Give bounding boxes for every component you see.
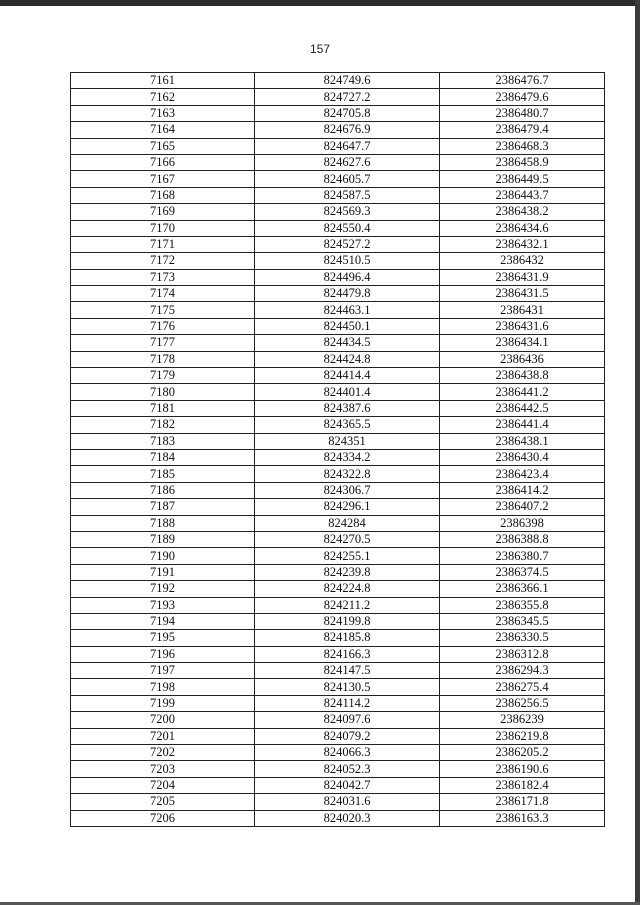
y-coordinate-cell: 2386374.5 <box>440 564 605 580</box>
point-id-cell: 7178 <box>71 351 255 367</box>
coordinates-table <box>70 72 605 827</box>
table-row <box>71 384 605 400</box>
point-id-cell: 7193 <box>71 597 255 613</box>
x-coordinate-cell: 824434.5 <box>255 335 440 351</box>
point-id-cell: 7177 <box>71 335 255 351</box>
x-coordinate-cell: 824322.8 <box>255 466 440 482</box>
x-coordinate-cell: 824306.7 <box>255 482 440 498</box>
table-row <box>71 646 605 662</box>
x-coordinate-cell: 824166.3 <box>255 646 440 662</box>
point-id-cell: 7203 <box>71 761 255 777</box>
table-row <box>71 171 605 187</box>
point-id-cell: 7166 <box>71 154 255 170</box>
table-row <box>71 728 605 744</box>
point-id-cell: 7162 <box>71 89 255 105</box>
table-row <box>71 253 605 269</box>
y-coordinate-cell: 2386438.1 <box>440 433 605 449</box>
x-coordinate-cell: 824496.4 <box>255 269 440 285</box>
x-coordinate-cell: 824130.5 <box>255 679 440 695</box>
y-coordinate-cell: 2386355.8 <box>440 597 605 613</box>
point-id-cell: 7175 <box>71 302 255 318</box>
table-row <box>71 154 605 170</box>
y-coordinate-cell: 2386312.8 <box>440 646 605 662</box>
x-coordinate-cell: 824224.8 <box>255 581 440 597</box>
x-coordinate-cell: 824147.5 <box>255 663 440 679</box>
y-coordinate-cell: 2386430.4 <box>440 449 605 465</box>
y-coordinate-cell: 2386182.4 <box>440 777 605 793</box>
x-coordinate-cell: 824627.6 <box>255 154 440 170</box>
point-id-cell: 7199 <box>71 695 255 711</box>
point-id-cell: 7161 <box>71 73 255 89</box>
x-coordinate-cell: 824647.7 <box>255 138 440 154</box>
x-coordinate-cell: 824079.2 <box>255 728 440 744</box>
point-id-cell: 7201 <box>71 728 255 744</box>
table-row <box>71 351 605 367</box>
point-id-cell: 7187 <box>71 499 255 515</box>
table-body <box>71 73 605 827</box>
point-id-cell: 7196 <box>71 646 255 662</box>
table-row <box>71 630 605 646</box>
table-row <box>71 761 605 777</box>
scan-edge-top <box>0 0 640 6</box>
x-coordinate-cell: 824211.2 <box>255 597 440 613</box>
point-id-cell: 7202 <box>71 745 255 761</box>
x-coordinate-cell: 824031.6 <box>255 794 440 810</box>
table-row <box>71 515 605 531</box>
x-coordinate-cell: 824605.7 <box>255 171 440 187</box>
table-row <box>71 89 605 105</box>
y-coordinate-cell: 2386443.7 <box>440 187 605 203</box>
x-coordinate-cell: 824199.8 <box>255 613 440 629</box>
point-id-cell: 7163 <box>71 105 255 121</box>
table-row <box>71 187 605 203</box>
y-coordinate-cell: 2386431 <box>440 302 605 318</box>
table-row <box>71 777 605 793</box>
x-coordinate-cell: 824587.5 <box>255 187 440 203</box>
y-coordinate-cell: 2386479.4 <box>440 122 605 138</box>
point-id-cell: 7167 <box>71 171 255 187</box>
table-row <box>71 449 605 465</box>
point-id-cell: 7173 <box>71 269 255 285</box>
x-coordinate-cell: 824185.8 <box>255 630 440 646</box>
point-id-cell: 7183 <box>71 433 255 449</box>
x-coordinate-cell: 824569.3 <box>255 204 440 220</box>
y-coordinate-cell: 2386476.7 <box>440 73 605 89</box>
page-number: 157 <box>309 42 331 56</box>
table-row <box>71 745 605 761</box>
table-row <box>71 204 605 220</box>
point-id-cell: 7206 <box>71 810 255 826</box>
point-id-cell: 7189 <box>71 531 255 547</box>
y-coordinate-cell: 2386345.5 <box>440 613 605 629</box>
table-row <box>71 663 605 679</box>
x-coordinate-cell: 824239.8 <box>255 564 440 580</box>
x-coordinate-cell: 824414.4 <box>255 368 440 384</box>
y-coordinate-cell: 2386441.4 <box>440 417 605 433</box>
table-row <box>71 417 605 433</box>
y-coordinate-cell: 2386398 <box>440 515 605 531</box>
x-coordinate-cell: 824387.6 <box>255 400 440 416</box>
y-coordinate-cell: 2386436 <box>440 351 605 367</box>
y-coordinate-cell: 2386431.5 <box>440 286 605 302</box>
table-row <box>71 269 605 285</box>
y-coordinate-cell: 2386431.9 <box>440 269 605 285</box>
table-row <box>71 286 605 302</box>
x-coordinate-cell: 824401.4 <box>255 384 440 400</box>
table-row <box>71 613 605 629</box>
x-coordinate-cell: 824749.6 <box>255 73 440 89</box>
table-row <box>71 368 605 384</box>
y-coordinate-cell: 2386330.5 <box>440 630 605 646</box>
table-row <box>71 236 605 252</box>
table-row <box>71 220 605 236</box>
y-coordinate-cell: 2386219.8 <box>440 728 605 744</box>
point-id-cell: 7204 <box>71 777 255 793</box>
y-coordinate-cell: 2386205.2 <box>440 745 605 761</box>
x-coordinate-cell: 824020.3 <box>255 810 440 826</box>
x-coordinate-cell: 824296.1 <box>255 499 440 515</box>
y-coordinate-cell: 2386438.8 <box>440 368 605 384</box>
point-id-cell: 7188 <box>71 515 255 531</box>
table-row <box>71 302 605 318</box>
point-id-cell: 7197 <box>71 663 255 679</box>
x-coordinate-cell: 824334.2 <box>255 449 440 465</box>
x-coordinate-cell: 824550.4 <box>255 220 440 236</box>
y-coordinate-cell: 2386449.5 <box>440 171 605 187</box>
point-id-cell: 7200 <box>71 712 255 728</box>
point-id-cell: 7174 <box>71 286 255 302</box>
table-row <box>71 105 605 121</box>
y-coordinate-cell: 2386458.9 <box>440 154 605 170</box>
point-id-cell: 7169 <box>71 204 255 220</box>
table-row <box>71 482 605 498</box>
point-id-cell: 7181 <box>71 400 255 416</box>
y-coordinate-cell: 2386468.3 <box>440 138 605 154</box>
point-id-cell: 7194 <box>71 613 255 629</box>
y-coordinate-cell: 2386434.1 <box>440 335 605 351</box>
y-coordinate-cell: 2386479.6 <box>440 89 605 105</box>
point-id-cell: 7168 <box>71 187 255 203</box>
x-coordinate-cell: 824284 <box>255 515 440 531</box>
table-row <box>71 597 605 613</box>
table-row <box>71 548 605 564</box>
point-id-cell: 7176 <box>71 318 255 334</box>
y-coordinate-cell: 2386190.6 <box>440 761 605 777</box>
x-coordinate-cell: 824676.9 <box>255 122 440 138</box>
point-id-cell: 7205 <box>71 794 255 810</box>
table-row <box>71 695 605 711</box>
x-coordinate-cell: 824510.5 <box>255 253 440 269</box>
x-coordinate-cell: 824450.1 <box>255 318 440 334</box>
y-coordinate-cell: 2386432 <box>440 253 605 269</box>
y-coordinate-cell: 2386163.3 <box>440 810 605 826</box>
y-coordinate-cell: 2386239 <box>440 712 605 728</box>
y-coordinate-cell: 2386294.3 <box>440 663 605 679</box>
table-row <box>71 679 605 695</box>
y-coordinate-cell: 2386480.7 <box>440 105 605 121</box>
scan-edge-right <box>635 0 640 905</box>
x-coordinate-cell: 824066.3 <box>255 745 440 761</box>
x-coordinate-cell: 824705.8 <box>255 105 440 121</box>
x-coordinate-cell: 824097.6 <box>255 712 440 728</box>
point-id-cell: 7191 <box>71 564 255 580</box>
table-row <box>71 122 605 138</box>
table-row <box>71 712 605 728</box>
table-row <box>71 400 605 416</box>
table-row <box>71 564 605 580</box>
point-id-cell: 7184 <box>71 449 255 465</box>
point-id-cell: 7179 <box>71 368 255 384</box>
x-coordinate-cell: 824270.5 <box>255 531 440 547</box>
point-id-cell: 7185 <box>71 466 255 482</box>
point-id-cell: 7192 <box>71 581 255 597</box>
point-id-cell: 7180 <box>71 384 255 400</box>
table-row <box>71 335 605 351</box>
point-id-cell: 7170 <box>71 220 255 236</box>
y-coordinate-cell: 2386275.4 <box>440 679 605 695</box>
y-coordinate-cell: 2386423.4 <box>440 466 605 482</box>
y-coordinate-cell: 2386441.2 <box>440 384 605 400</box>
table-row <box>71 138 605 154</box>
point-id-cell: 7186 <box>71 482 255 498</box>
x-coordinate-cell: 824114.2 <box>255 695 440 711</box>
point-id-cell: 7182 <box>71 417 255 433</box>
point-id-cell: 7172 <box>71 253 255 269</box>
y-coordinate-cell: 2386407.2 <box>440 499 605 515</box>
x-coordinate-cell: 824351 <box>255 433 440 449</box>
y-coordinate-cell: 2386256.5 <box>440 695 605 711</box>
y-coordinate-cell: 2386431.6 <box>440 318 605 334</box>
x-coordinate-cell: 824052.3 <box>255 761 440 777</box>
point-id-cell: 7198 <box>71 679 255 695</box>
table-row <box>71 531 605 547</box>
table-row <box>71 466 605 482</box>
x-coordinate-cell: 824527.2 <box>255 236 440 252</box>
y-coordinate-cell: 2386380.7 <box>440 548 605 564</box>
table-row <box>71 318 605 334</box>
point-id-cell: 7164 <box>71 122 255 138</box>
point-id-cell: 7195 <box>71 630 255 646</box>
y-coordinate-cell: 2386414.2 <box>440 482 605 498</box>
x-coordinate-cell: 824365.5 <box>255 417 440 433</box>
x-coordinate-cell: 824255.1 <box>255 548 440 564</box>
x-coordinate-cell: 824042.7 <box>255 777 440 793</box>
table-row <box>71 73 605 89</box>
x-coordinate-cell: 824463.1 <box>255 302 440 318</box>
x-coordinate-cell: 824479.8 <box>255 286 440 302</box>
y-coordinate-cell: 2386171.8 <box>440 794 605 810</box>
y-coordinate-cell: 2386432.1 <box>440 236 605 252</box>
x-coordinate-cell: 824424.8 <box>255 351 440 367</box>
table-row <box>71 433 605 449</box>
y-coordinate-cell: 2386388.8 <box>440 531 605 547</box>
y-coordinate-cell: 2386366.1 <box>440 581 605 597</box>
table-row <box>71 581 605 597</box>
point-id-cell: 7165 <box>71 138 255 154</box>
table-row <box>71 794 605 810</box>
x-coordinate-cell: 824727.2 <box>255 89 440 105</box>
y-coordinate-cell: 2386434.6 <box>440 220 605 236</box>
y-coordinate-cell: 2386438.2 <box>440 204 605 220</box>
point-id-cell: 7171 <box>71 236 255 252</box>
y-coordinate-cell: 2386442.5 <box>440 400 605 416</box>
point-id-cell: 7190 <box>71 548 255 564</box>
table-row <box>71 810 605 826</box>
table-row <box>71 499 605 515</box>
